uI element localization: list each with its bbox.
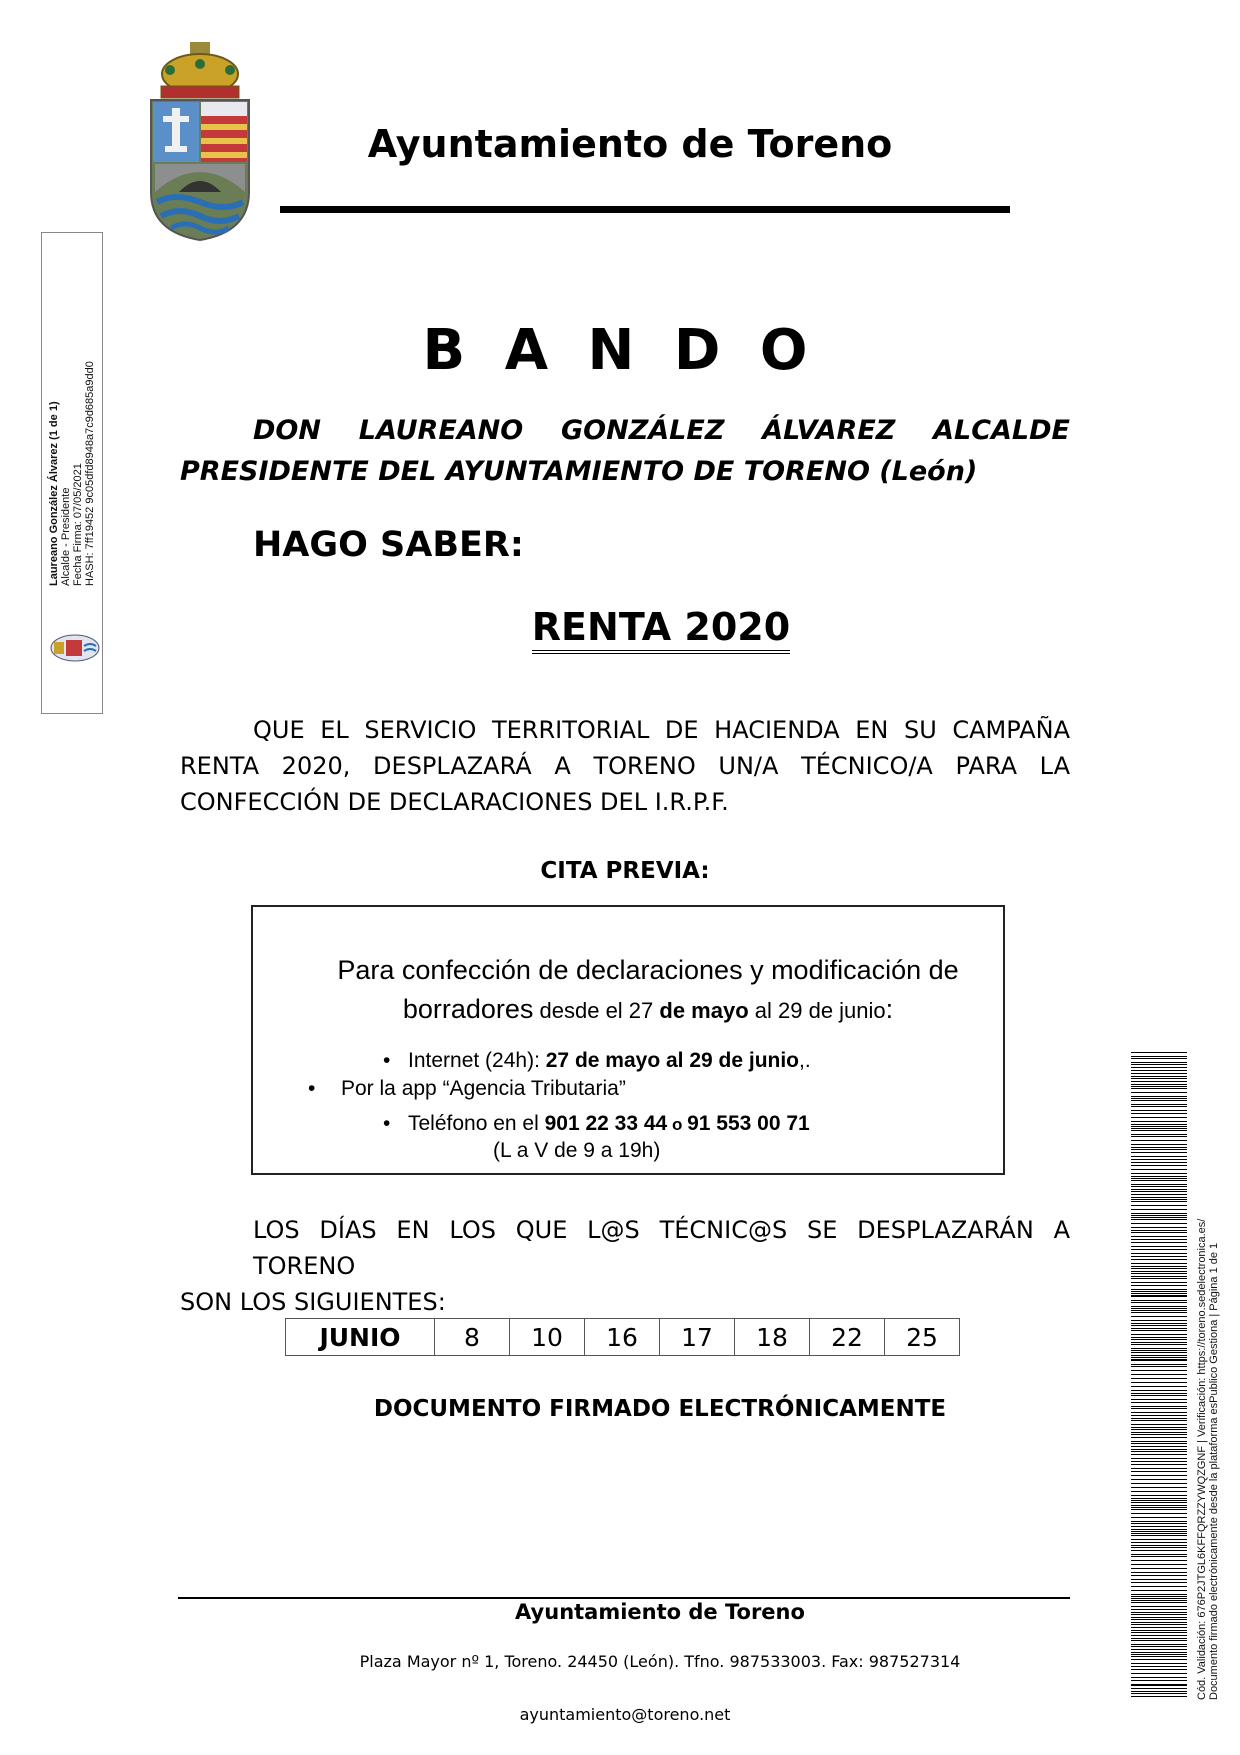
barcode-bar <box>1131 1355 1187 1356</box>
barcode-bar <box>1131 1134 1187 1135</box>
barcode-bar <box>1131 1276 1187 1277</box>
barcode-bar <box>1131 1253 1187 1254</box>
barcode-bar <box>1131 1323 1187 1324</box>
barcode-bar <box>1131 1330 1187 1331</box>
barcode-bar <box>1131 1086 1187 1087</box>
box-text: desde el 27 <box>533 998 660 1023</box>
signature-date: Fecha Firma: 07/05/2021 <box>72 463 84 586</box>
barcode-bar <box>1131 1344 1187 1345</box>
barcode-bar <box>1131 1201 1187 1202</box>
barcode-bar <box>1131 1092 1187 1093</box>
barcode-bar <box>1131 1500 1187 1501</box>
barcode-bar <box>1131 1173 1187 1174</box>
barcode-bar <box>1131 1249 1187 1250</box>
barcode-bar <box>1131 1586 1187 1587</box>
barcode-bar <box>1131 1429 1187 1430</box>
mayor-word: LAUREANO <box>358 415 524 446</box>
paragraph-line: CONFECCIÓN DE DECLARACIONES DEL I.R.P.F. <box>180 788 729 816</box>
signature-hash: HASH: 7ff19452 9c05dfd8948a7c9d685a9dd0 <box>84 361 96 586</box>
validation-text <box>1196 1219 1220 1700</box>
barcode-bar <box>1131 1513 1187 1514</box>
barcode-bar <box>1131 1189 1187 1190</box>
box-text: al 29 de junio <box>748 998 886 1023</box>
barcode-bar <box>1131 1523 1187 1524</box>
barcode-bar <box>1131 1677 1187 1678</box>
barcode-bar <box>1131 1638 1187 1639</box>
barcode-bar <box>1131 1152 1187 1153</box>
barcode-bar <box>1131 1052 1187 1053</box>
bullet-text: Por la app “Agencia Tributaria” <box>341 1077 626 1100</box>
bullet-text: o <box>667 1115 688 1134</box>
footer-email[interactable]: ayuntamiento@toreno.net <box>519 1705 731 1724</box>
barcode-bar <box>1131 1646 1187 1647</box>
barcode-bar <box>1131 1572 1187 1573</box>
barcode-bar <box>1131 1081 1187 1082</box>
document-title: B A N D O <box>422 318 818 383</box>
barcode-bar <box>1131 1348 1187 1349</box>
barcode-bar <box>1131 1507 1187 1508</box>
barcode-bar <box>1131 1502 1187 1503</box>
phone-number: 901 22 33 44 <box>544 1112 668 1135</box>
paragraph-line: SON LOS SIGUIENTES: <box>180 1288 446 1316</box>
barcode-bar <box>1131 1680 1187 1681</box>
barcode-bar <box>1131 1443 1187 1444</box>
barcode-bar <box>1131 1165 1187 1166</box>
barcode-bar <box>1131 1406 1187 1407</box>
barcode-bar <box>1131 1498 1187 1499</box>
subject-text: RENTA 2020 <box>532 605 790 654</box>
barcode-bar <box>1131 1382 1187 1383</box>
barcode-bar <box>1131 1213 1187 1214</box>
barcode-bar <box>1131 1232 1187 1233</box>
barcode-bar <box>1131 1357 1187 1358</box>
barcode-bar <box>1131 1056 1187 1057</box>
day-cell: 10 <box>510 1319 585 1356</box>
barcode-bar <box>1131 1291 1187 1292</box>
barcode-bar <box>1131 1217 1187 1218</box>
barcode-bar <box>1131 1128 1187 1129</box>
barcode-bar <box>1131 1454 1187 1455</box>
barcode-bar <box>1131 1130 1187 1131</box>
barcode-bar <box>1131 1205 1187 1206</box>
barcode-bar <box>1131 1104 1187 1105</box>
mayor-line-1 <box>180 410 1070 451</box>
barcode-bar <box>1131 1579 1187 1580</box>
barcode-bar <box>1131 1062 1187 1063</box>
paragraph-line: QUE EL SERVICIO TERRITORIAL DE HACIENDA EN SU CAMPAÑA <box>253 716 1070 744</box>
barcode-bar <box>1131 1468 1187 1469</box>
barcode-bar <box>1131 1491 1187 1492</box>
barcode-bar <box>1131 1117 1187 1118</box>
barcode-bar <box>1131 1437 1187 1438</box>
days-paragraph <box>180 1212 1070 1320</box>
barcode-bar <box>1131 1096 1187 1097</box>
barcode-bar <box>1131 1337 1187 1338</box>
mayor-word: ALCALDE <box>933 415 1070 446</box>
bullet-phone: • Teléfono en el 901 22 33 44 o 91 553 00 71 <box>383 1112 810 1135</box>
barcode-bar <box>1131 1350 1187 1351</box>
barcode-bar <box>1131 1239 1187 1240</box>
barcode-bar <box>1131 1242 1187 1243</box>
subject-heading <box>0 605 1240 649</box>
barcode-bar <box>1131 1550 1187 1551</box>
barcode-bar <box>1131 1509 1187 1510</box>
barcode-bar <box>1131 1067 1187 1068</box>
paragraph-line: LOS DÍAS EN LOS QUE L@S TÉCNIC@S SE DESPLAZARÁN A TORENO <box>253 1216 1070 1280</box>
barcode-bar <box>1131 1302 1187 1303</box>
barcode-bar <box>1131 1271 1187 1272</box>
barcode-bar <box>1131 1644 1187 1645</box>
barcode-bar <box>1131 1162 1187 1163</box>
barcode-bar <box>1131 1412 1187 1413</box>
barcode-bar <box>1131 1293 1187 1294</box>
barcode-bar <box>1131 1526 1187 1527</box>
barcode-bar <box>1131 1366 1187 1367</box>
barcode-bar <box>1131 1147 1187 1148</box>
barcode-bar <box>1131 1693 1187 1694</box>
barcode-bar <box>1131 1058 1187 1059</box>
barcode-bar <box>1131 1306 1187 1307</box>
barcode-bar <box>1131 1446 1187 1447</box>
announcement-paragraph <box>180 712 1070 820</box>
barcode-bar <box>1131 1227 1187 1228</box>
barcode-bar <box>1131 1395 1187 1396</box>
barcode-bar <box>1131 1113 1187 1114</box>
barcode-bar <box>1131 1064 1187 1065</box>
header-divider <box>280 206 1010 213</box>
barcode-bar <box>1131 1556 1187 1557</box>
barcode-bar <box>1131 1308 1187 1309</box>
barcode-bar <box>1131 1545 1187 1546</box>
barcode-bar <box>1131 1106 1187 1107</box>
barcode-bar <box>1131 1640 1187 1641</box>
barcode-bar <box>1131 1688 1187 1689</box>
barcode-bar <box>1131 1263 1187 1264</box>
barcode-bar <box>1131 1088 1187 1089</box>
barcode-bar <box>1131 1673 1187 1674</box>
barcode-bar <box>1131 1479 1187 1480</box>
barcode-bar <box>1131 1575 1187 1576</box>
barcode-bar <box>1131 1596 1187 1597</box>
signature-text <box>48 361 96 586</box>
barcode-bar <box>1131 1078 1187 1079</box>
barcode-bar <box>1131 1627 1187 1628</box>
barcode-bar <box>1131 1370 1187 1371</box>
footer-address: Plaza Mayor nº 1, Toreno. 24450 (León). Tfno. 987533003. Fax: 987527314 <box>359 1652 961 1671</box>
barcode-bar <box>1131 1359 1187 1361</box>
barcode-bar <box>1131 1598 1187 1599</box>
barcode-bar <box>1131 1590 1187 1591</box>
barcode-bar <box>1131 1268 1187 1269</box>
barcode-bar <box>1131 1427 1187 1428</box>
box-heading-line-2 <box>303 990 993 1030</box>
bullet-text: ,. <box>799 1049 811 1072</box>
barcode-bar <box>1131 1420 1187 1421</box>
barcode-bar <box>1131 1070 1187 1071</box>
mayor-word: GONZÁLEZ <box>561 415 725 446</box>
barcode-bar <box>1131 1529 1187 1530</box>
barcode-bar <box>1131 1630 1187 1631</box>
validation-line-2: Documento firmado electrónicamente desde la plataforma esPublico Gestiona | Página 1 de 1 <box>1208 1242 1220 1700</box>
barcode-bar <box>1131 1451 1187 1452</box>
header-title: Ayuntamiento de Toreno <box>367 122 893 166</box>
barcode-bar <box>1131 1418 1187 1419</box>
barcode-bar <box>1131 1121 1187 1122</box>
phone-hours: (L a V de 9 a 19h) <box>493 1139 661 1162</box>
barcode-bar <box>1131 1278 1187 1279</box>
bullet-internet: • Internet (24h): 27 de mayo al 29 de junio,. <box>383 1049 811 1072</box>
barcode-bar <box>1131 1461 1187 1462</box>
barcode-bar <box>1131 1339 1187 1340</box>
barcode-bar <box>1131 1390 1187 1391</box>
barcode-bar <box>1131 1186 1187 1187</box>
box-heading <box>303 951 993 1030</box>
barcode-bar <box>1131 1289 1187 1290</box>
barcode-bar <box>1131 1632 1187 1633</box>
barcode-bar <box>1131 1282 1187 1283</box>
barcode-bar <box>1131 1483 1187 1484</box>
barcode-bar <box>1131 1084 1187 1085</box>
barcode-bar <box>1131 1517 1187 1518</box>
barcode-bar <box>1131 1156 1187 1157</box>
barcode-bar <box>1131 1487 1187 1488</box>
barcode-bar <box>1131 1295 1187 1297</box>
barcode-bar <box>1131 1582 1187 1583</box>
barcode-bar <box>1131 1432 1187 1433</box>
bullet-app: • Por la app “Agencia Tributaria” <box>308 1077 626 1100</box>
barcode-bar <box>1131 1126 1187 1127</box>
barcode-bar <box>1131 1521 1187 1522</box>
barcode-bar <box>1131 1285 1187 1286</box>
barcode-bar <box>1131 1316 1187 1317</box>
barcode-bar <box>1131 1352 1187 1353</box>
barcode-bar <box>1131 1649 1187 1650</box>
barcode-bar <box>1131 1386 1187 1387</box>
footer-name: Ayuntamiento de Toreno <box>515 1600 805 1624</box>
barcode-bar <box>1131 1209 1187 1210</box>
barcode-bar <box>1131 1495 1187 1496</box>
barcode-bar <box>1131 1073 1187 1074</box>
barcode-bar <box>1131 1542 1187 1543</box>
barcode-bar <box>1131 1364 1187 1365</box>
barcode-bar <box>1131 1374 1187 1375</box>
day-cell: 8 <box>435 1319 510 1356</box>
footer-divider <box>178 1597 1070 1599</box>
barcode-bar <box>1131 1402 1187 1403</box>
box-text: de mayo <box>659 998 749 1023</box>
mayor-line-2: PRESIDENTE DEL AYUNTAMIENTO DE TORENO (León) <box>180 456 978 487</box>
mayor-word: ÁLVAREZ <box>762 415 896 446</box>
barcode-bar <box>1131 1691 1187 1692</box>
barcode-bar <box>1131 1560 1187 1561</box>
barcode-bar <box>1131 1408 1187 1409</box>
barcode-bar <box>1131 1434 1187 1435</box>
barcode-bar <box>1131 1475 1187 1476</box>
barcode-bar <box>1131 1594 1187 1595</box>
day-cell: 18 <box>735 1319 810 1356</box>
barcode-bar <box>1131 1259 1187 1260</box>
barcode-bar <box>1131 1191 1187 1192</box>
box-heading-line-1: Para confección de declaraciones y modificación de <box>337 955 959 985</box>
barcode-bar <box>1131 1178 1187 1179</box>
signed-note: DOCUMENTO FIRMADO ELECTRÓNICAMENTE <box>373 1396 947 1422</box>
barcode-bar <box>1131 1215 1187 1216</box>
barcode-bar <box>1131 1568 1187 1569</box>
month-cell: JUNIO <box>286 1319 435 1356</box>
barcode-bar <box>1131 1169 1187 1170</box>
barcode-bar <box>1131 1236 1187 1237</box>
barcode-bar <box>1131 1076 1187 1077</box>
barcode-bar <box>1131 1342 1187 1343</box>
barcode-bar <box>1131 1320 1187 1321</box>
barcode-bar <box>1131 1199 1187 1200</box>
barcode-bar <box>1131 1471 1187 1472</box>
table-row <box>286 1319 960 1356</box>
barcode-bar <box>1131 1464 1187 1465</box>
barcode-bar <box>1131 1458 1187 1459</box>
barcode-bar <box>1131 1533 1187 1534</box>
bullet-text: Internet (24h): <box>408 1049 546 1072</box>
barcode-bar <box>1131 1393 1187 1394</box>
barcode-bar <box>1131 1378 1187 1379</box>
barcode-bar <box>1131 1554 1187 1555</box>
barcode-bar <box>1131 1246 1187 1247</box>
barcode-bar <box>1131 1531 1187 1532</box>
barcode-bar <box>1131 1300 1187 1301</box>
signature-role: Alcalde - Presidente <box>60 487 72 586</box>
barcode-bar <box>1131 1098 1187 1099</box>
barcode-bar <box>1131 1194 1187 1195</box>
barcode-bar <box>1131 1124 1187 1125</box>
barcode-bar <box>1131 1696 1187 1697</box>
cita-previa-label: CITA PREVIA: <box>540 858 710 884</box>
barcode-bar <box>1131 1415 1187 1416</box>
barcode-bar <box>1131 1140 1187 1141</box>
barcode-bar <box>1131 1197 1187 1198</box>
barcode-bar <box>1131 1505 1187 1506</box>
barcode-bar <box>1131 1144 1187 1145</box>
box-text: borradores <box>402 994 534 1024</box>
barcode-bar <box>1131 1310 1187 1311</box>
barcode-bar <box>1131 1219 1187 1220</box>
coat-of-arms-logo <box>145 42 255 242</box>
barcode-bar <box>1131 1100 1187 1101</box>
barcode-bar <box>1131 1273 1187 1274</box>
barcode-bar <box>1131 1399 1187 1400</box>
hago-saber-heading: HAGO SABER: <box>253 525 524 565</box>
barcode-bar <box>1131 1256 1187 1257</box>
bullet-text: 27 de mayo al 29 de junio <box>545 1049 800 1072</box>
barcode-bar <box>1131 1424 1187 1425</box>
barcode-bar <box>1131 1328 1187 1329</box>
mayor-declaration <box>180 410 1070 492</box>
barcode-bar <box>1131 1110 1187 1111</box>
barcode-bar <box>1131 1159 1187 1160</box>
phone-number: 91 553 00 71 <box>687 1112 810 1135</box>
day-cell: 17 <box>660 1319 735 1356</box>
barcode-bar <box>1131 1539 1187 1540</box>
validation-line-1: Cód. Validación: 676P2JTGL6KFFQRZZYWQZGNF | Verificación: https://toreno.sedelectronica.es/ <box>1196 1218 1208 1700</box>
day-cell: 16 <box>585 1319 660 1356</box>
day-cell: 22 <box>810 1319 885 1356</box>
barcode-bar <box>1131 1684 1187 1686</box>
barcode-bar <box>1131 1312 1187 1313</box>
barcode-bar <box>1131 1136 1187 1137</box>
barcode-bar <box>1131 1223 1187 1224</box>
barcode-bar <box>1131 1635 1187 1636</box>
barcode-bar <box>1131 1230 1187 1231</box>
barcode-bar <box>1131 1449 1187 1450</box>
bullet-text: Teléfono en el <box>408 1112 545 1135</box>
barcode-bar <box>1131 1325 1187 1326</box>
barcode-bar <box>1131 1184 1187 1185</box>
barcode-bar <box>1131 1180 1187 1181</box>
signature-name: Laureano González Álvarez (1 de 1) <box>48 401 60 586</box>
days-table <box>285 1318 960 1356</box>
mayor-word: DON <box>253 415 321 446</box>
barcode-bar <box>1131 1334 1187 1335</box>
box-text: : <box>885 994 894 1024</box>
barcode-bar <box>1131 1176 1187 1177</box>
day-cell: 25 <box>885 1319 960 1356</box>
barcode-bar <box>1131 1624 1187 1625</box>
appointment-box <box>251 905 1005 1175</box>
barcode-bar <box>1131 1564 1187 1565</box>
barcode-bar <box>1131 1441 1187 1442</box>
paragraph-line: RENTA 2020, DESPLAZARÁ A TORENO UN/A TÉCNICO/A PARA LA <box>180 752 1070 780</box>
barcode-bar <box>1131 1547 1187 1548</box>
barcode-bar <box>1131 1535 1187 1536</box>
barcode-bar <box>1131 1266 1187 1267</box>
barcode-bar <box>1131 1149 1187 1150</box>
